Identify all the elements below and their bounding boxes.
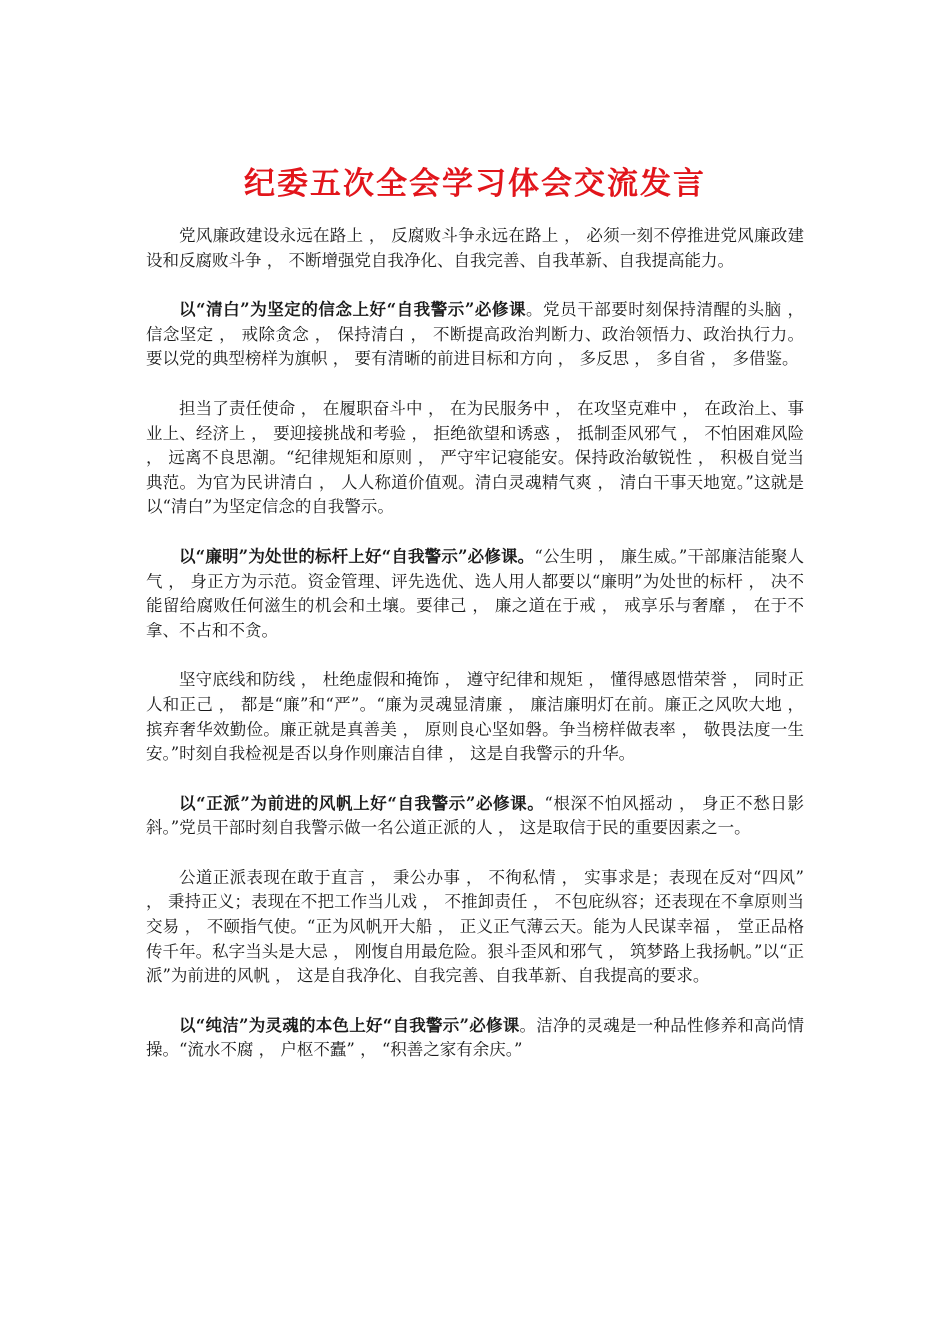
paragraph-1 [146,224,804,273]
paragraph-7 [146,866,804,989]
paragraph-text: 。洁净的灵魂是一种品性修养和高尚情操。“流水不腐 ， 户枢不蠹” ， “积善之家有余庆。” [146,1015,804,1060]
paragraph-2 [146,298,804,372]
paragraph-lead: 以“廉明”为处世的标杆上好“自我警示”必修课。 [179,546,535,566]
paragraph-text: 担当了责任使命 ， 在履职奋斗中 ， 在为民服务中 ， 在攻坚克难中 ， 在政治上、事业上、经济上 ， 要迎接挑战和考验 ， 拒绝欲望和诱惑 ， 抵制歪风邪气 ， 不怕困难风险 ， 远离不良思潮。“纪律规矩和原则 ， 严守牢记寝能安。保持政治敏锐性 ， 积极自觉当典范。为官为民讲清白 ， 人人称道价值观。清白灵魂精气爽 ， 清白干事天地宽。”这就是以“清白”为坚定信念的自我警示。 [146,398,804,517]
paragraph-text: “根深不怕风摇动 ， 身正不愁日影斜。”党员干部时刻自我警示做一名公道正派的人 ， 这是取信于民的重要因素之一。 [146,793,804,838]
paragraph-text: 党风廉政建设永远在路上 ， 反腐败斗争永远在路上 ， 必须一刻不停推进党风廉政建设和反腐败斗争 ， 不断增强党自我净化、自我完善、自我革新、自我提高能力。 [146,226,804,270]
paragraph-lead: 以“纯洁”为灵魂的本色上好“自我警示”必修课 [179,1015,520,1035]
paragraph-3 [146,397,804,520]
paragraph-4 [146,545,804,643]
paragraph-lead: 以“正派”为前进的风帆上好“自我警示”必修课。 [179,793,545,813]
document-body [146,224,804,1088]
document-title: 纪委五次全会学习体会交流发言 [244,166,706,202]
paragraph-6 [146,792,804,841]
paragraph-text: 坚守底线和防线 ， 杜绝虚假和掩饰 ， 遵守纪律和规矩 ， 懂得感恩惜荣誉 ， 同时正人和正己 ， 都是“廉”和“严”。“廉为灵魂显清廉 ， 廉洁廉明灯在前。廉正之风吹大地 ， 摈弃奢华效勤俭。廉正就是真善美 ， 原则良心坚如磐。争当榜样做表率 ， 敬畏法度一生安。”时刻自我检视是否以身作则廉洁自律 ， 这是自我警示的升华。 [146,670,804,764]
paragraph-text: 公道正派表现在敢于直言 ， 秉公办事 ， 不徇私情 ， 实事求是；表现在反对“四风” ， 秉持正义；表现在不把工作当儿戏 ， 不推卸责任 ， 不包庇纵容；还表现在不拿原则当交易 ， 不颐指气使。“正为风帆开大船 ， 正义正气薄云天。能为人民谋幸福 ， 堂正品格传千年。私字当头是大忌 ， 刚愎自用最危险。狠斗歪风和邪气 ， 筑梦路上我扬帆。”以“正派”为前进的风帆 ， 这是自我净化、自我完善、自我革新、自我提高的要求。 [146,867,804,986]
paragraph-5 [146,668,804,766]
paragraph-lead: 以“清白”为坚定的信念上好“自我警示”必修课 [179,300,526,320]
paragraph-text: 。党员干部要时刻保持清醒的头脑 ， 信念坚定 ， 戒除贪念 ， 保持清白 ， 不断提高政治判断力、政治领悟力、政治执行力。要以党的典型榜样为旗帜 ， 要有清晰的前进目标和方向 ， 多反思 ， 多自省 ， 多借鉴。 [146,300,804,369]
paragraph-text: “公生明 ， 廉生威。”干部廉洁能聚人气 ， 身正方为示范。资金管理、评先选优、选人用人都要以“廉明”为处世的标杆 ， 决不能留给腐败任何滋生的机会和土壤。要律己 ， 廉之道在于戒 ， 戒享乐与奢靡 ， 在于不拿、不占和不贪。 [146,546,804,640]
paragraph-8 [146,1014,804,1063]
